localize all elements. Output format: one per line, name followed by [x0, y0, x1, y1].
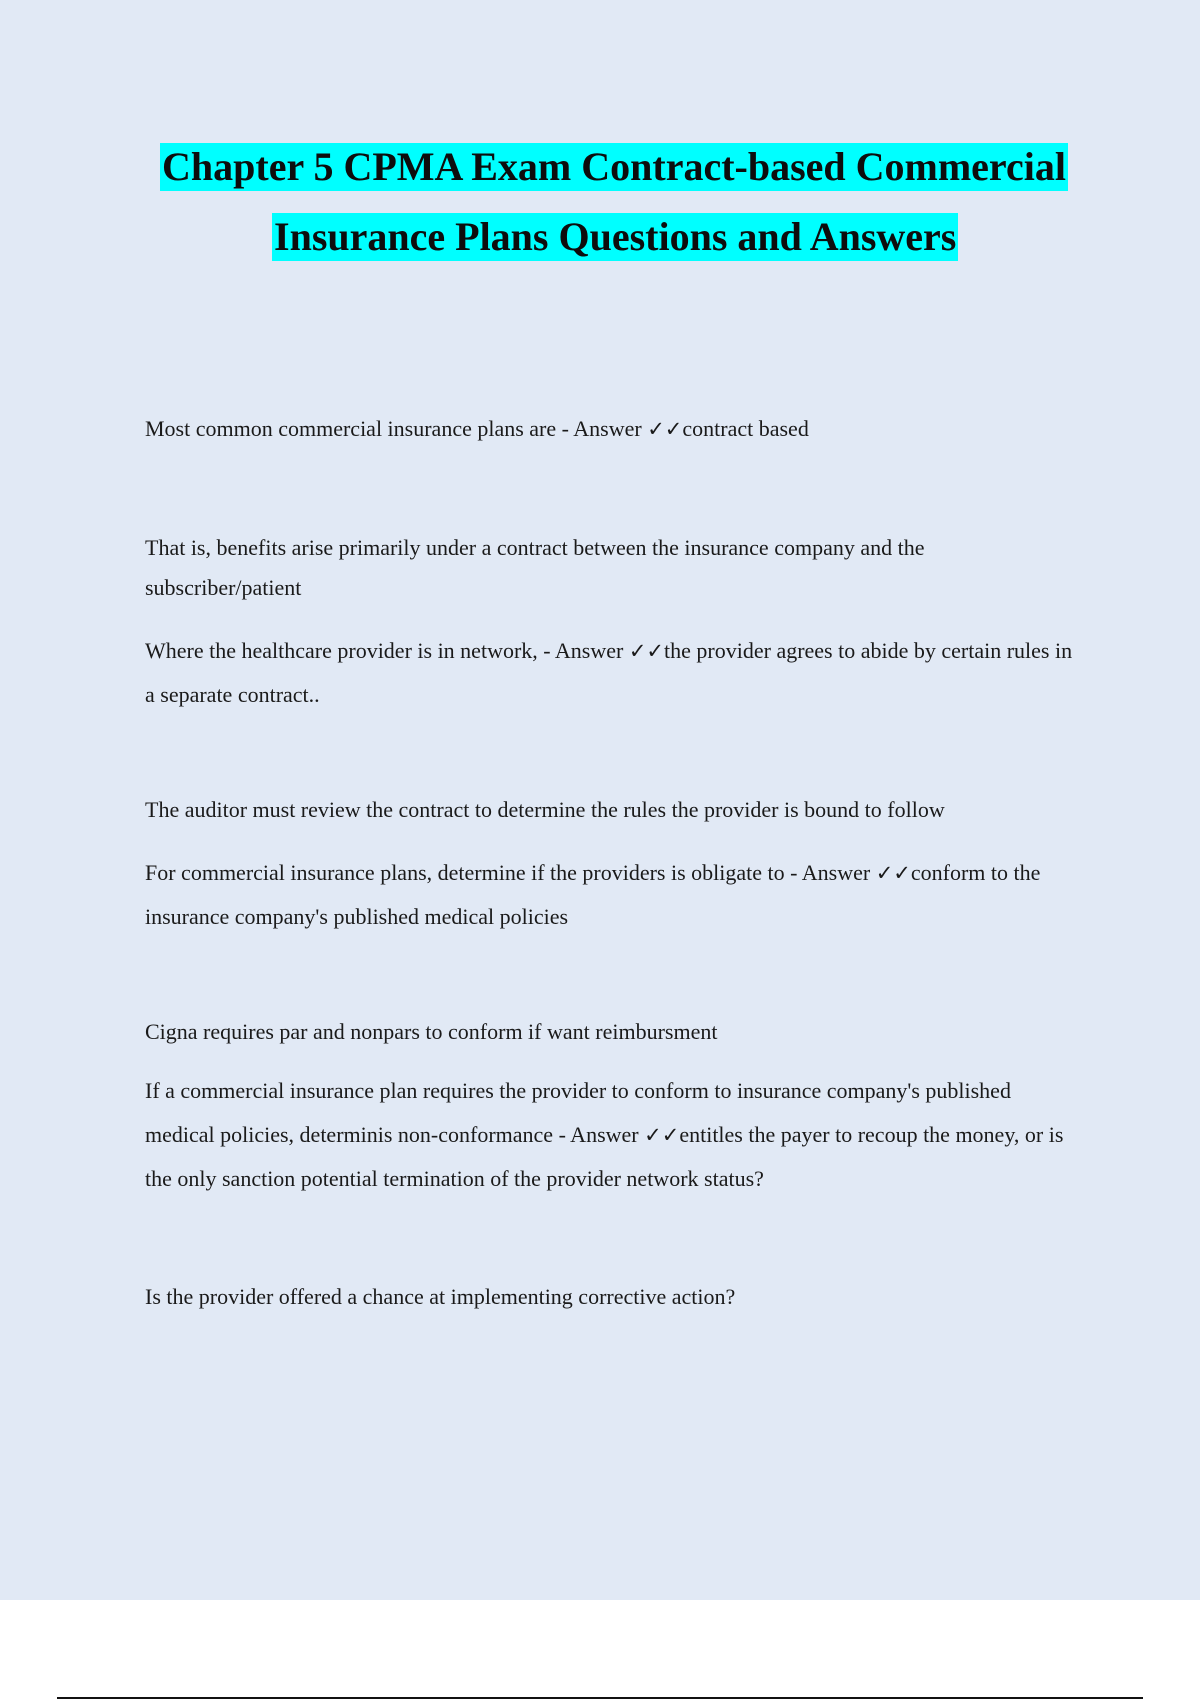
- double-check-icon: ✓✓: [628, 639, 665, 663]
- double-check-icon: ✓✓: [647, 417, 683, 441]
- qa-item-4: [145, 1069, 1080, 1201]
- footer-divider: [57, 1697, 1143, 1699]
- answer-text: contract based: [682, 416, 809, 441]
- note-text: Cigna requires par and nonpars to conform if want reimbursment: [145, 1019, 718, 1044]
- answer-text: entitles the payer to recoup the money, or is the only sanction potential termination of the provider network status?: [145, 1122, 1064, 1191]
- note-paragraph-3: [145, 1010, 1080, 1054]
- answer-text: the provider agrees to abide by certain rules in a separate contract..: [145, 638, 1073, 707]
- note-text: That is, benefits arise primarily under a contract between the insurance company and the subscriber/patient: [145, 535, 925, 600]
- answer-text: conform to the insurance company's published medical policies: [145, 860, 1041, 929]
- double-check-icon: ✓✓: [644, 1123, 680, 1147]
- note-text: The auditor must review the contract to determine the rules the provider is bound to follow: [145, 797, 945, 822]
- note-text: Is the provider offered a chance at implementing corrective action?: [145, 1284, 736, 1309]
- double-check-icon: ✓✓: [875, 861, 911, 885]
- note-paragraph-4: [145, 1275, 1080, 1319]
- question-text: If a commercial insurance plan requires the provider to conform to insurance company's published medical policies, determinis non-conformance - Answer: [145, 1078, 1011, 1147]
- note-paragraph-2: [145, 788, 1080, 832]
- qa-item-1: [145, 407, 1080, 451]
- question-text: Most common commercial insurance plans are - Answer: [145, 416, 648, 441]
- question-text: For commercial insurance plans, determine if the providers is obligate to - Answer: [145, 860, 876, 885]
- title-line-1: Chapter 5 CPMA Exam Contract-based Commercial: [162, 144, 1066, 189]
- title-line-2: Insurance Plans Questions and Answers: [274, 214, 957, 259]
- qa-item-3: [145, 851, 1080, 939]
- qa-item-2: [145, 629, 1080, 717]
- note-paragraph-1: [145, 528, 1080, 608]
- question-text: Where the healthcare provider is in network, - Answer: [145, 638, 629, 663]
